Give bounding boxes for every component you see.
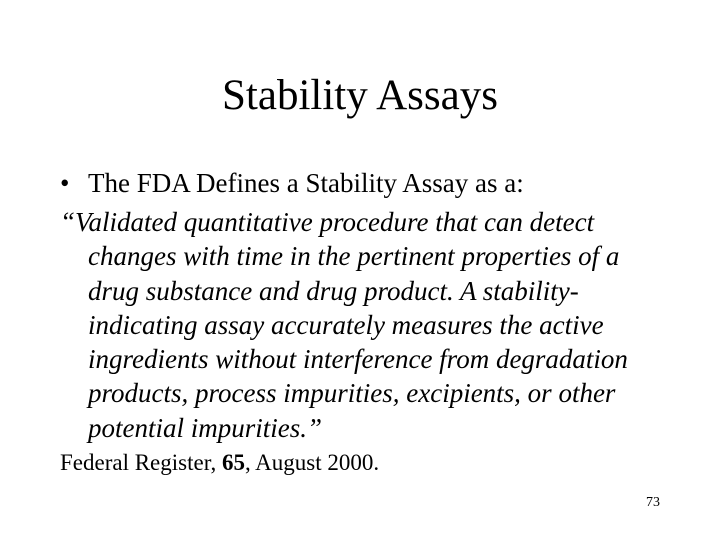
citation xyxy=(60,448,379,478)
citation-volume: 65 xyxy=(221,450,245,475)
quote-line: “Validated quantitative procedure that can detect xyxy=(60,207,595,237)
quote-line: ingredients without interference from degradation xyxy=(88,344,628,375)
definition-quote xyxy=(60,205,700,445)
quote-line: potential impurities.” xyxy=(88,412,323,443)
bullet-text: The FDA Defines a Stability Assay as a: xyxy=(88,168,524,198)
citation-suffix: , August 2000. xyxy=(244,450,380,475)
quote-line: drug substance and drug product. A stability- xyxy=(88,275,579,306)
quote-line: changes with time in the pertinent properties of a xyxy=(88,241,620,272)
bullet-marker: • xyxy=(60,168,70,198)
quote-line: indicating assay accurately measures the active xyxy=(88,309,604,340)
bullet-item xyxy=(60,166,524,200)
page-number: 73 xyxy=(646,495,660,510)
citation-prefix: Federal Register, xyxy=(60,450,222,475)
slide-title: Stability Assays xyxy=(222,72,498,119)
quote-line: products, process impurities, excipients, or other xyxy=(88,378,616,409)
